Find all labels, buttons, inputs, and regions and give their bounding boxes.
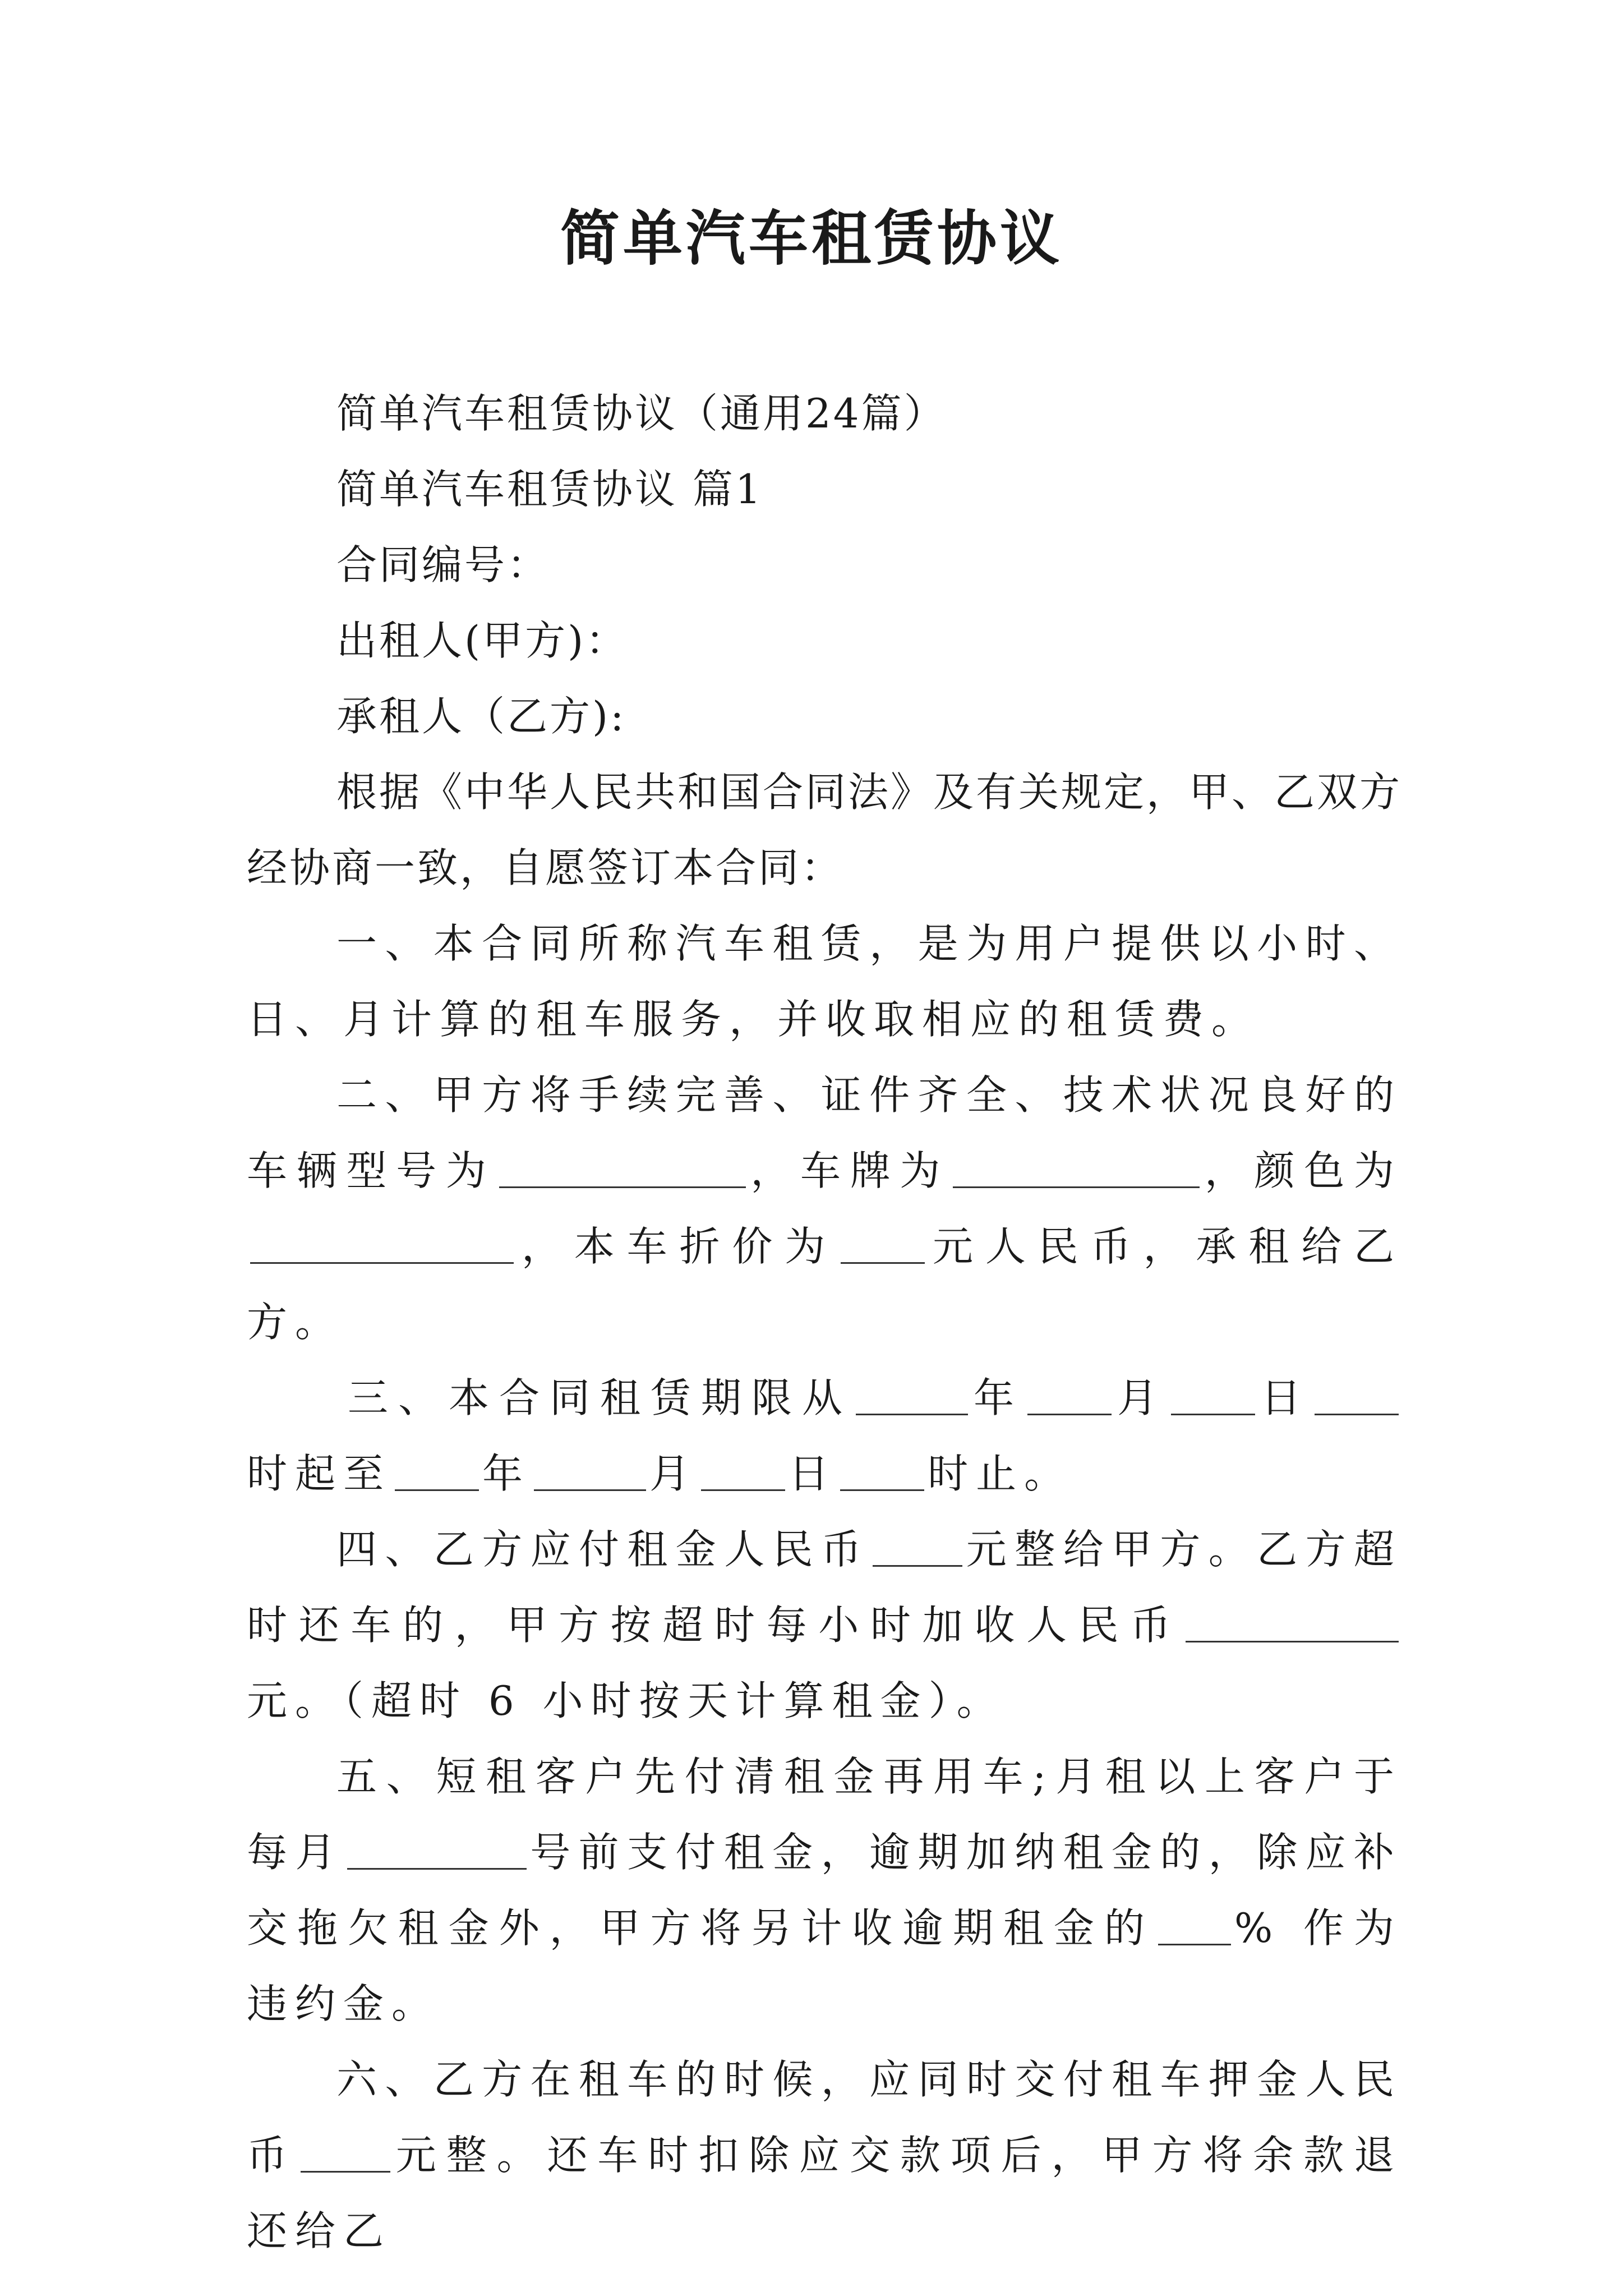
clause-6-text-a: 六、乙方在租车的时候，应同时交付租车押金人民币 (247, 2056, 1402, 2179)
clause-5 (247, 1739, 1402, 2042)
deposit-amount-blank (301, 2136, 390, 2173)
intro-paragraph: 根据《中华人民共和国合同法》及有关规定，甲、乙双方经协商一致，自愿签订本合同： (247, 769, 1403, 891)
penalty-percent-blank (1158, 1909, 1231, 1945)
clause-3-text-a: 三、本合同租赁期限从 (348, 1374, 852, 1421)
clause-4 (247, 1512, 1402, 1739)
license-plate-blank (953, 1152, 1200, 1188)
clause-3-month-2: 月 (649, 1450, 698, 1497)
rent-amount-blank (873, 1530, 962, 1567)
clause-4-text-a: 四、乙方应付租金人民币 (336, 1526, 870, 1573)
clause-2-text-b: ，车牌为 (749, 1147, 950, 1194)
start-year-blank (856, 1379, 968, 1415)
end-year-blank (395, 1455, 479, 1491)
clause-2-text-e: 元人民币，承租给乙方。 (247, 1223, 1402, 1346)
clause-3-year-1: 年 (971, 1374, 1024, 1421)
document-title: 简单汽车租赁协议 (560, 203, 1063, 273)
clause-3 (247, 1360, 1402, 1512)
clause-4-text-c: 元。（超时 6 小时按天计算租金）。 (247, 1677, 1005, 1724)
clause-2-text-d: ，本车折价为 (517, 1223, 838, 1270)
lessee-label: 承租人（乙方): (336, 693, 626, 740)
section-heading: 简单汽车租赁协议 篇1 (336, 466, 763, 513)
vehicle-model-blank (499, 1152, 746, 1188)
clause-2-text-a: 二、甲方将手续完善、证件齐全、技术状况良好的车辆型号为 (247, 1071, 1402, 1194)
clause-3-year-2: 年 (482, 1450, 531, 1497)
end-day-blank (701, 1455, 785, 1491)
clause-5-text-c: % 作为违约金。 (247, 1904, 1402, 2027)
start-hour-blank (1315, 1379, 1399, 1415)
clause-3-hour-2: 时止。 (928, 1450, 1073, 1497)
document-subtitle: 简单汽车租赁协议（通用24篇） (336, 390, 947, 437)
end-month-blank (534, 1455, 646, 1491)
clause-5-text-b: 号前支付租金，逾期加纳租金的，除应补交拖欠租金外，甲方将另计收逾期租金的 (247, 1829, 1402, 1952)
vehicle-value-blank (841, 1227, 925, 1264)
clause-1: 一、本合同所称汽车租赁，是为用户提供以小时、日、月计算的租车服务，并收取相应的租赁费。 (247, 920, 1402, 1043)
clause-3-month-1: 月 (1114, 1374, 1168, 1421)
payment-day-blank (347, 1833, 527, 1870)
clause-3-day-2: 日 (789, 1450, 837, 1497)
vehicle-color-blank (250, 1227, 514, 1264)
clause-6 (247, 2042, 1402, 2269)
clause-3-hour-1: 时起至 (247, 1450, 392, 1497)
document-body (247, 376, 1402, 2269)
contract-number-label: 合同编号： (336, 541, 550, 588)
overtime-fee-blank (1186, 1606, 1399, 1642)
lessor-label: 出租人(甲方)： (336, 617, 629, 664)
clause-2 (247, 1057, 1402, 1360)
clause-3-day-1: 日 (1258, 1374, 1311, 1421)
clause-2-text-c: ，颜色为 (1203, 1147, 1402, 1194)
clause-4-text-b: 元整给甲方。乙方超时还车的，甲方按超时每小时加收人民币 (247, 1526, 1402, 1649)
start-day-blank (1171, 1379, 1255, 1415)
clause-5-text-a: 五、短租客户先付清租金再用车;月租以上客户于每月 (247, 1753, 1402, 1876)
clause-6-text-b: 元整。还车时扣除应交款项后，甲方将余款退还给乙 (247, 2132, 1402, 2254)
end-hour-blank (840, 1455, 924, 1491)
start-month-blank (1027, 1379, 1112, 1415)
